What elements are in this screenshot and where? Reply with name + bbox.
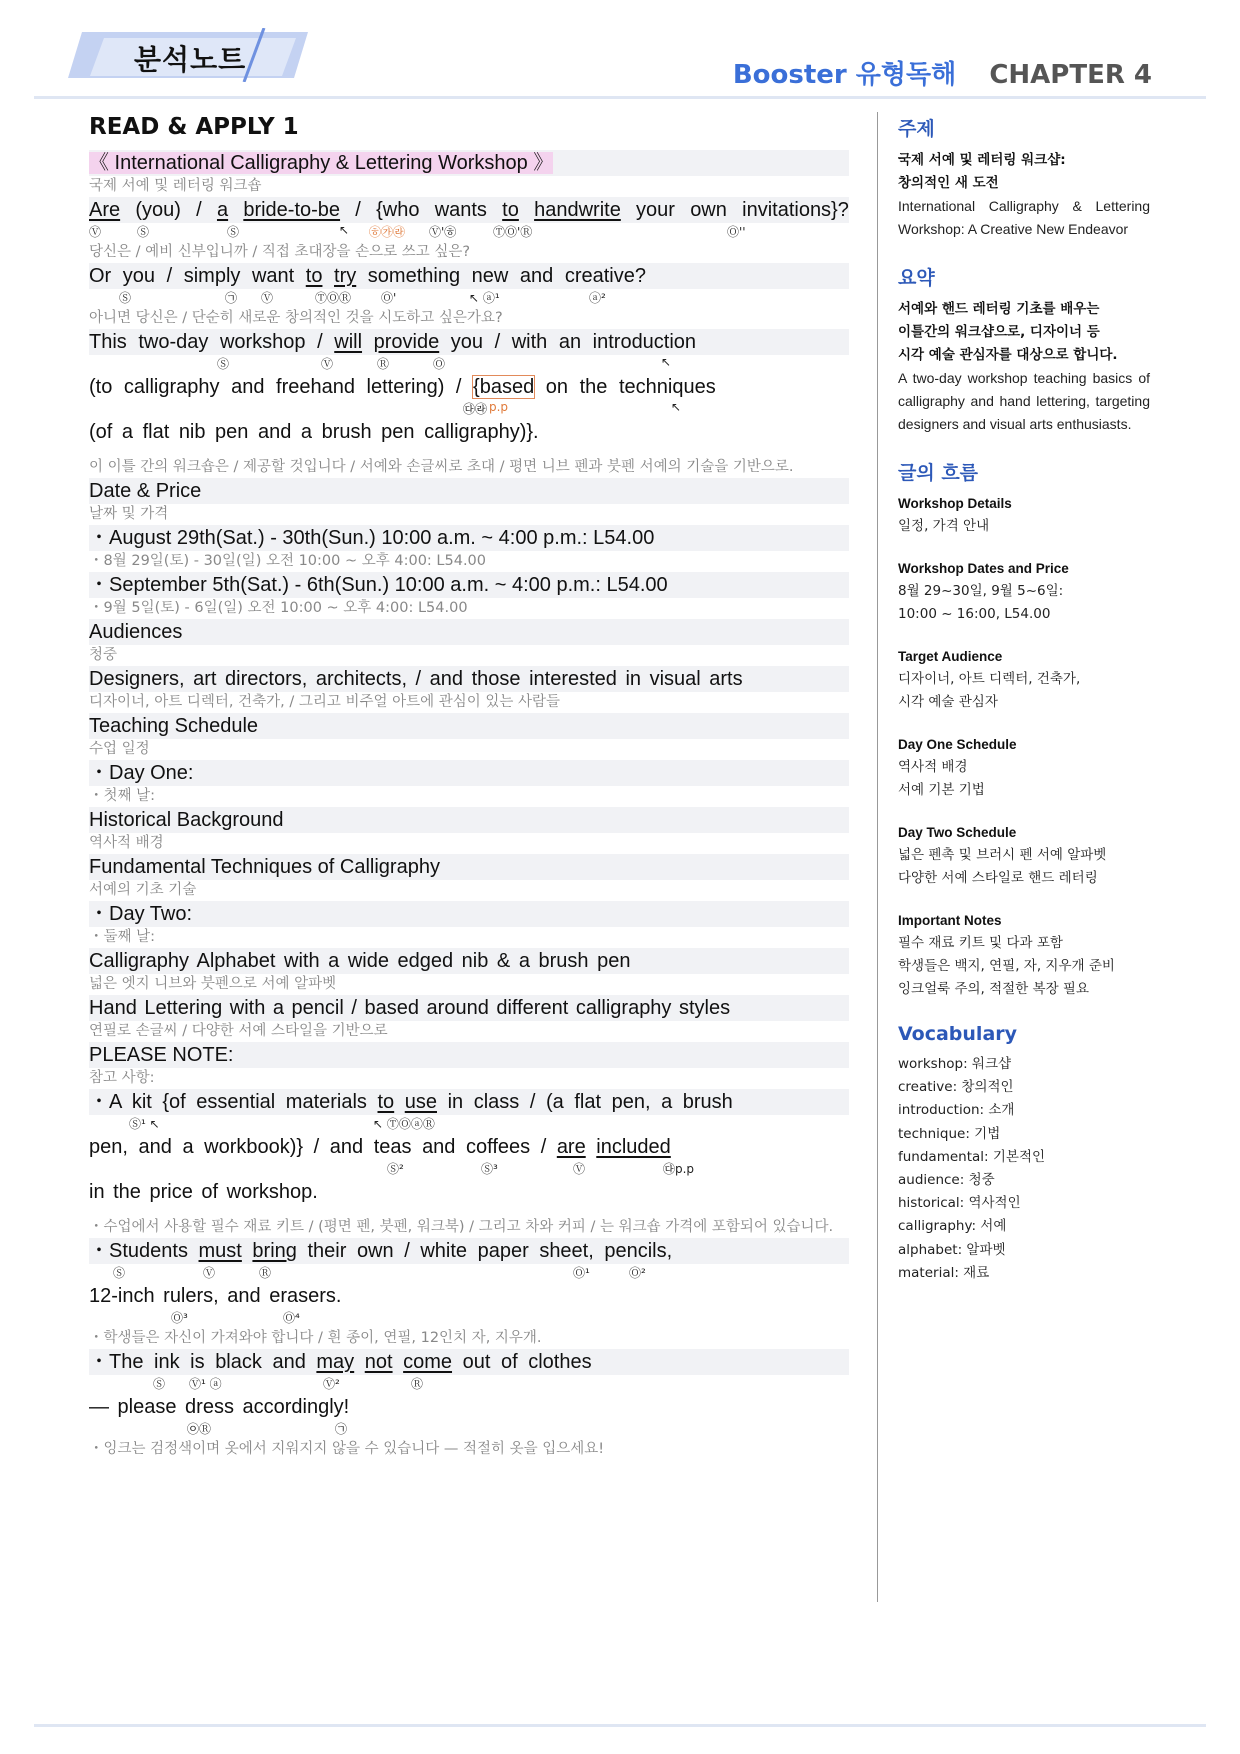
word: pen,: [611, 1091, 651, 1113]
grammar-mark: Ⓥ²: [323, 1377, 340, 1391]
grammar-mark: p.p: [489, 400, 509, 414]
word: ・Students: [89, 1240, 188, 1262]
brand-title: Booster 유형독해: [732, 60, 957, 90]
grammar-mark: ↖ ⓉⓄⓐⓇ: [373, 1117, 435, 1131]
schedule-heading-translation: 수업 일정: [89, 741, 150, 757]
topic-heading: 주제: [898, 118, 935, 140]
sentence-3-line-3: (of a flat nib pen and a brush pen calligraphy)}.: [89, 421, 539, 443]
day-two-item-1-translation: 넓은 엣지 니브와 붓펜으로 서예 알파벳: [89, 976, 337, 992]
grammar-mark: Ⓞ²: [629, 1266, 646, 1280]
header-divider: [34, 96, 1206, 99]
word: lettering): [366, 376, 445, 398]
word: the: [579, 376, 608, 398]
flow-item-line: 8월 29~30일, 9월 5~6일:: [898, 583, 1064, 599]
day-two-label-translation: ・둘째 날:: [89, 929, 156, 945]
vocab-item: calligraphy: 서예: [898, 1218, 1007, 1235]
word: in: [447, 1091, 464, 1113]
flow-item-line: 시각 예술 관심자: [898, 694, 998, 710]
flow-item-line: 일정, 가격 안내: [898, 518, 990, 534]
flow-item-line: 넓은 펜촉 및 브러시 펜 서예 알파벳: [898, 847, 1107, 863]
word: two-day: [138, 331, 209, 353]
flow-item-title: Day Two Schedule: [898, 825, 1017, 840]
word: and: [138, 1136, 172, 1158]
grammar-mark: ↖: [661, 355, 672, 369]
word: use: [404, 1091, 437, 1113]
sentence-3-line-1: [89, 329, 849, 355]
passage-title: [89, 150, 849, 176]
grammar-mark: Ⓢ¹ ↖: [129, 1117, 160, 1131]
word: may: [316, 1351, 355, 1373]
header-right: [733, 54, 1152, 91]
word: pen,: [89, 1136, 128, 1158]
note-3-line-1: [89, 1349, 849, 1375]
word: flat: [574, 1091, 602, 1113]
annotation-row: [89, 1420, 849, 1439]
day-one-label-translation: ・첫째 날:: [89, 788, 156, 804]
word: ・The: [89, 1351, 144, 1373]
word: class: [473, 1091, 520, 1113]
note-2-line-1: [89, 1238, 849, 1264]
annotation-row: [89, 1160, 849, 1179]
flow-item-title: Important Notes: [898, 913, 1002, 928]
footer-divider: [34, 1724, 1206, 1727]
grammar-mark: Ⓞ: [433, 357, 446, 371]
word: an: [558, 331, 582, 353]
word: /: [166, 265, 173, 287]
note-heading: PLEASE NOTE:: [89, 1042, 849, 1068]
day-two-item-1: Calligraphy Alphabet with a wide edged nib & a brush pen: [89, 948, 849, 974]
sentence-3-translation: 이 이틀 간의 워크숍은 / 제공할 것입니다 / 서예와 손글씨로 초대 / 평면 니브 펜과 붓펜 서예의 기술을 기반으로.: [89, 459, 794, 475]
word: and: [422, 1136, 456, 1158]
word: to: [305, 265, 323, 287]
grammar-mark: Ⓢ³: [481, 1162, 498, 1176]
grammar-mark: ㉰p.p: [663, 1162, 695, 1176]
word: calligraphy: [123, 376, 220, 398]
summary-kr-line-3: 시각 예술 관심자를 대상으로 합니다.: [898, 347, 1118, 363]
summary-en: A two-day workshop teaching basics of calligraphy and hand lettering, targeting designers and visual arts enthusiasts.: [898, 370, 1150, 432]
word: try: [334, 265, 357, 287]
word: introduction: [592, 331, 697, 353]
word: /: [494, 331, 501, 353]
grammar-mark: ㉰㉱: [463, 402, 488, 416]
flow-item-title: Workshop Details: [898, 496, 1012, 511]
grammar-mark: ⓐ²: [589, 291, 606, 305]
word: essential: [196, 1091, 276, 1113]
sentence-2: [89, 263, 849, 289]
word: teas: [373, 1136, 412, 1158]
word: and: [272, 1351, 306, 1373]
flow-item-title: Workshop Dates and Price: [898, 561, 1069, 576]
word: simply: [183, 265, 241, 287]
vocab-item: introduction: 소개: [898, 1102, 1015, 1119]
word: /: [404, 1240, 410, 1262]
word: /: [529, 1091, 536, 1113]
grammar-mark: Ⓞ¹: [573, 1266, 590, 1280]
grammar-mark: ㉧Ⓡ: [187, 1422, 212, 1436]
flow-item-line: 필수 재료 키트 및 다과 포함: [898, 935, 1063, 951]
date-item-1: ・August 29th(Sat.) - 30th(Sun.) 10:00 a.m. ~ 4:00 p.m.: L54.00: [89, 525, 849, 551]
topic-kr-line-1: 국제 서예 및 레터링 워크샵:: [898, 152, 1066, 168]
note-1-translation: ・수업에서 사용할 필수 재료 키트 / (평면 펜, 붓펜, 워크북) / 그리고 차와 커피 / 는 워크숍 가격에 포함되어 있습니다.: [89, 1219, 834, 1235]
word: their: [307, 1240, 347, 1262]
date-price-heading-translation: 날짜 및 가격: [89, 506, 169, 522]
vocab-list: [898, 1053, 1150, 1285]
grammar-mark: Ⓢ: [217, 357, 230, 371]
word: workshop: [219, 331, 306, 353]
vocab-item: workshop: 워크샵: [898, 1056, 1012, 1072]
day-one-item-1-translation: 역사적 배경: [89, 835, 164, 851]
grammar-mark: ↖ ⓐ¹: [469, 291, 500, 305]
note-1-line-3: in the price of workshop.: [89, 1181, 318, 1203]
date-item-1-translation: ・8월 29일(토) - 30일(일) 오전 10:00 ~ 오후 4:00: L54.00: [89, 553, 487, 569]
grammar-mark: Ⓡ: [377, 357, 390, 371]
word: own: [690, 199, 727, 221]
day-two-label: ・Day Two:: [89, 901, 849, 927]
column-divider: [877, 112, 878, 1602]
topic-en: International Calligraphy & Lettering Workshop: A Creative New Endeavor: [898, 198, 1150, 237]
word: you: [122, 265, 156, 287]
vocab-item: creative: 창의적인: [898, 1079, 1014, 1096]
side-column: [898, 114, 1150, 1285]
word: are: [556, 1136, 586, 1158]
day-one-label: ・Day One:: [89, 760, 849, 786]
summary-kr-line-2: 이틀간의 워크샵으로, 디자이너 등: [898, 324, 1100, 340]
word: a: [182, 1136, 194, 1158]
annotation-row: [89, 1264, 849, 1283]
schedule-heading: Teaching Schedule: [89, 713, 849, 739]
word: sheet,: [539, 1240, 594, 1262]
flow-item-line: 서예 기본 기법: [898, 782, 985, 798]
flow-heading: 글의 흐름: [898, 462, 979, 484]
audiences-heading-translation: 청중: [89, 647, 118, 663]
annotation-row: [89, 1375, 849, 1394]
date-item-2-translation: ・9월 5일(토) - 6일(일) 오전 10:00 ~ 오후 4:00: L54.00: [89, 600, 468, 616]
summary-kr-line-1: 서예와 핸드 레터링 기초를 배우는: [898, 301, 1100, 317]
word: with: [511, 331, 548, 353]
vocab-heading: Vocabulary: [898, 1023, 1018, 1045]
grammar-mark: Ⓢ: [119, 291, 132, 305]
word: want: [251, 265, 295, 287]
word: /: [317, 331, 323, 353]
word: will: [334, 331, 363, 353]
grammar-mark: Ⓢ: [153, 1377, 166, 1391]
word: handwrite: [534, 199, 621, 221]
grammar-mark: Ⓥ: [89, 225, 102, 239]
word: come: [403, 1351, 453, 1373]
note-1-line-1: [89, 1089, 849, 1115]
word: coffees: [466, 1136, 531, 1158]
grammar-mark: ↖: [339, 223, 350, 237]
word: paper: [477, 1240, 529, 1262]
grammar-mark: Ⓥ: [321, 357, 334, 371]
word: This: [89, 331, 127, 353]
word: brush: [682, 1091, 733, 1113]
word: must: [198, 1240, 242, 1262]
word: your: [636, 199, 675, 221]
day-two-item-2: Hand Lettering with a pencil / based around different calligraphy styles: [89, 995, 849, 1021]
annotation-row: [89, 223, 849, 242]
vocab-item: audience: 청중: [898, 1172, 995, 1189]
word: a: [216, 199, 229, 221]
note-2-translation: ・학생들은 자신이 가져와야 합니다 / 흰 종이, 연필, 12인치 자, 지우개.: [89, 1330, 542, 1346]
word: /: [313, 1136, 320, 1158]
grammar-mark: Ⓥ: [261, 291, 274, 305]
flow-item-line: 역사적 배경: [898, 759, 968, 775]
grammar-mark: Ⓥ: [573, 1162, 586, 1176]
grammar-mark: ㉭㉮㉱: [369, 225, 406, 239]
word: {of: [162, 1091, 186, 1113]
word: something: [367, 265, 461, 287]
word: out: [462, 1351, 491, 1373]
audiences-heading: Audiences: [89, 619, 849, 645]
annotation-row: [89, 1115, 849, 1134]
date-price-heading: Date & Price: [89, 478, 849, 504]
grammar-mark: Ⓥ¹ ⓐ: [189, 1377, 222, 1391]
grammar-mark: Ⓞ⁴: [283, 1311, 300, 1325]
word: clothes: [528, 1351, 592, 1373]
vocab-item: historical: 역사적인: [898, 1195, 1021, 1212]
main-column: [89, 114, 849, 1460]
grammar-mark: Ⓢ: [113, 1266, 126, 1280]
word: creative?: [564, 265, 646, 287]
word: /: [196, 199, 202, 221]
flow-item-line: 10:00 ~ 16:00, L54.00: [898, 606, 1051, 622]
word: {who: [376, 199, 420, 221]
sentence-1-translation: 당신은 / 예비 신부입니까 / 직접 초대장을 손으로 쓰고 싶은?: [89, 244, 471, 260]
word: to: [502, 199, 519, 221]
grammar-mark: Ⓡ: [411, 1377, 424, 1391]
day-two-item-2-translation: 연필로 손글씨 / 다양한 서예 스타일을 기반으로: [89, 1023, 388, 1039]
word: workbook)}: [204, 1136, 304, 1158]
word: bride-to-be: [243, 199, 341, 221]
word: ・A: [89, 1091, 122, 1113]
word: included: [596, 1136, 671, 1158]
grammar-mark: Ⓡ: [259, 1266, 272, 1280]
vocab-item: fundamental: 기본적인: [898, 1148, 1046, 1165]
word: and: [231, 376, 265, 398]
word: /: [540, 1136, 547, 1158]
flow-list: [898, 493, 1150, 1001]
note-3-line-2: — please dress accordingly!: [89, 1396, 350, 1418]
grammar-mark: Ⓢ²: [387, 1162, 404, 1176]
flow-item-line: 학생들은 백지, 연필, 자, 지우개 준비: [898, 958, 1115, 974]
word: you: [450, 331, 484, 353]
grammar-mark: ⓉⓄⓇ: [315, 291, 352, 305]
flow-item-line: 다양한 서예 스타일로 핸드 레터링: [898, 870, 1098, 886]
grammar-mark: Ⓥ'㉭: [429, 225, 457, 239]
vocab-item: material: 재료: [898, 1264, 990, 1281]
word: materials: [285, 1091, 367, 1113]
vocab-item: technique: 기법: [898, 1125, 1001, 1142]
word: and: [519, 265, 554, 287]
day-one-item-2: Fundamental Techniques of Calligraphy: [89, 854, 849, 880]
word: freehand: [276, 376, 355, 398]
note-heading-translation: 참고 사항:: [89, 1070, 155, 1086]
grammar-mark: ↖: [671, 400, 682, 414]
word: to: [377, 1091, 395, 1113]
word: black: [215, 1351, 262, 1373]
chapter-label: CHAPTER 4: [989, 60, 1152, 90]
word: of: [500, 1351, 518, 1373]
passage-title-translation: 국제 서예 및 레터링 워크숍: [89, 178, 262, 194]
flow-item-title: Day One Schedule: [898, 737, 1017, 752]
note-3-translation: ・잉크는 검정색이며 옷에서 지워지지 않을 수 있습니다 — 적절히 옷을 입으세요!: [89, 1441, 605, 1457]
word: kit: [131, 1091, 152, 1113]
word: not: [364, 1351, 393, 1373]
word: is: [190, 1351, 205, 1373]
word: new: [471, 265, 509, 287]
passage-title-text: 《 International Calligraphy & Lettering Workshop 》: [89, 152, 554, 174]
topic-kr-line-2: 창의적인 새 도전: [898, 175, 999, 191]
word: white: [420, 1240, 468, 1262]
grammar-mark: Ⓞ³: [171, 1311, 188, 1325]
annotation-row: [89, 355, 849, 374]
word: (a: [545, 1091, 564, 1113]
grammar-mark: ㉠: [225, 291, 238, 305]
flow-item-line: 잉크얼룩 주의, 적절한 복장 필요: [898, 981, 1089, 997]
sentence-3-line-2: [89, 374, 849, 400]
word: provide: [373, 331, 440, 353]
note-2-line-2: 12-inch rulers, and erasers.: [89, 1285, 342, 1307]
flow-item-title: Target Audience: [898, 649, 1003, 664]
word: and: [329, 1136, 364, 1158]
section-title: READ & APPLY 1: [89, 114, 299, 140]
word: Are: [89, 199, 121, 221]
word: (to: [89, 376, 113, 398]
word: wants: [434, 199, 487, 221]
grammar-mark: ⓉⓄ'Ⓡ: [493, 225, 533, 239]
grammar-mark: Ⓥ: [203, 1266, 216, 1280]
day-one-item-1: Historical Background: [89, 807, 849, 833]
word: a: [661, 1091, 673, 1113]
annotation-row: [89, 400, 849, 419]
word: invitations}?: [742, 199, 849, 221]
summary-heading: 요약: [898, 267, 935, 289]
grammar-mark: Ⓞ': [381, 291, 397, 305]
annotation-row: [89, 1309, 849, 1328]
sentence-1: [89, 197, 849, 223]
flow-item-line: 디자이너, 아트 디렉터, 건축가,: [898, 671, 1081, 687]
audiences-text: Designers, art directors, architects, / and those interested in visual arts: [89, 666, 849, 692]
grammar-mark: ㉠: [335, 1422, 348, 1436]
word: /: [355, 199, 361, 221]
word: own: [356, 1240, 394, 1262]
grammar-mark: Ⓢ: [227, 225, 240, 239]
word: on: [545, 376, 569, 398]
date-item-2: ・September 5th(Sat.) - 6th(Sun.) 10:00 a.m. ~ 4:00 p.m.: L54.00: [89, 572, 849, 598]
day-one-item-2-translation: 서예의 기초 기술: [89, 882, 197, 898]
grammar-mark: Ⓢ: [137, 225, 150, 239]
header-tab-title: 분석노트: [134, 43, 247, 76]
word: {based: [473, 376, 535, 398]
word: bring: [252, 1240, 297, 1262]
vocab-item: alphabet: 알파벳: [898, 1241, 1006, 1258]
audiences-text-translation: 디자이너, 아트 디렉터, 건축가, / 그리고 비주얼 아트에 관심이 있는 사람들: [89, 694, 561, 710]
word: Or: [89, 265, 112, 287]
annotation-row: [89, 289, 849, 308]
sentence-2-translation: 아니면 당신은 / 단순히 새로운 창의적인 것을 시도하고 싶은가요?: [89, 310, 503, 326]
word: ink: [154, 1351, 180, 1373]
word: techniques: [618, 376, 716, 398]
word: /: [455, 376, 462, 398]
note-1-line-2: [89, 1134, 849, 1160]
word: (you): [135, 199, 181, 221]
grammar-mark: Ⓞ'': [727, 225, 746, 239]
word: pencils,: [604, 1240, 673, 1262]
